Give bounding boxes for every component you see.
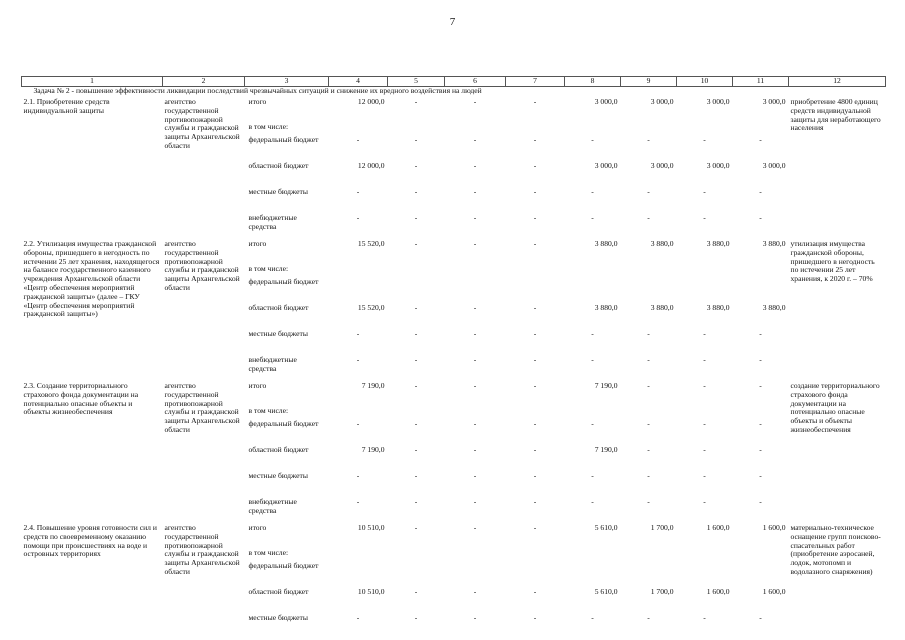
col-header: 11 <box>733 77 789 87</box>
value-cell: 5 610,0 <box>594 523 618 532</box>
value-cell: 3 880,0 <box>594 303 618 312</box>
value-cell <box>621 265 677 278</box>
value-cell: - <box>647 329 650 338</box>
value-cell <box>506 549 565 562</box>
value-cell: - <box>647 135 650 144</box>
value-cell: 1 600,0 <box>762 523 786 532</box>
page-number: 7 <box>449 16 456 28</box>
value-cell: - <box>591 355 594 364</box>
value-cell: - <box>703 471 706 480</box>
value-cell: 15 520,0 <box>357 239 385 248</box>
value-cell <box>506 278 565 304</box>
col-header: 6 <box>445 77 506 87</box>
funding-source-label: в том числе: <box>248 548 289 557</box>
value-cell: - <box>473 381 477 390</box>
value-cell <box>565 549 621 562</box>
value-cell: - <box>414 213 418 222</box>
table-row <box>22 524 886 549</box>
funding-source-label: областной бюджет <box>248 587 309 596</box>
value-cell: - <box>533 187 537 196</box>
value-cell <box>621 562 677 588</box>
value-cell: - <box>533 97 537 106</box>
value-cell: - <box>533 381 537 390</box>
value-cell: - <box>759 613 762 622</box>
col-header: 9 <box>621 77 677 87</box>
value-cell: - <box>533 355 537 364</box>
value-cell: - <box>533 213 537 222</box>
value-cell: 3 880,0 <box>706 239 730 248</box>
value-cell: - <box>647 419 650 428</box>
value-cell: 3 000,0 <box>650 161 674 170</box>
value-cell: - <box>414 97 418 106</box>
value-cell: - <box>533 329 537 338</box>
value-cell: - <box>473 303 477 312</box>
value-cell <box>445 549 506 562</box>
item-name: 2.1. Приобретение средств индивидуальной защиты <box>23 97 110 115</box>
header-row <box>22 77 886 87</box>
value-cell: - <box>414 445 418 454</box>
value-cell: 15 520,0 <box>357 303 385 312</box>
value-cell: - <box>703 329 706 338</box>
value-cell <box>388 265 445 278</box>
value-cell: - <box>591 419 594 428</box>
value-cell: - <box>473 471 477 480</box>
value-cell: - <box>414 239 418 248</box>
item-agency: агентство государственной противопожарной службы и гражданской защиты Архангельской области <box>164 239 240 292</box>
value-cell <box>565 265 621 278</box>
value-cell: - <box>759 497 762 506</box>
value-cell: - <box>356 329 360 338</box>
value-cell: - <box>591 187 594 196</box>
value-cell: - <box>356 419 360 428</box>
value-cell: 3 880,0 <box>762 239 786 248</box>
value-cell: - <box>703 419 706 428</box>
value-cell: - <box>703 187 706 196</box>
value-cell <box>677 562 733 588</box>
value-cell: 1 700,0 <box>650 523 674 532</box>
funding-source-label: областной бюджет <box>248 303 309 312</box>
value-cell: - <box>533 587 537 596</box>
value-cell: - <box>414 613 418 622</box>
value-cell: 7 190,0 <box>361 445 385 454</box>
value-cell: - <box>703 613 706 622</box>
value-cell: - <box>703 381 706 390</box>
value-cell <box>677 278 733 304</box>
funding-source-label: местные бюджеты <box>248 471 308 480</box>
value-cell: - <box>533 523 537 532</box>
value-cell: - <box>473 419 477 428</box>
value-cell: - <box>703 135 706 144</box>
value-cell: 7 190,0 <box>361 381 385 390</box>
value-cell <box>388 278 445 304</box>
value-cell <box>329 562 388 588</box>
value-cell: - <box>759 135 762 144</box>
value-cell: - <box>647 381 650 390</box>
value-cell: - <box>414 523 418 532</box>
funding-source-label: федеральный бюджет <box>248 277 319 286</box>
value-cell: - <box>591 135 594 144</box>
value-cell <box>677 265 733 278</box>
item-result: материально-техническое оснащение групп поисково-спасательных работ (приобретение аэросаней, лодок, мотопомп и водолазного снаряжения) <box>790 523 881 576</box>
value-cell: - <box>473 587 477 596</box>
funding-source-label: внебюджетные средства <box>248 355 297 373</box>
value-cell: - <box>356 497 360 506</box>
value-cell: - <box>533 613 537 622</box>
value-cell: - <box>759 213 762 222</box>
table-row <box>22 240 886 265</box>
col-header: 12 <box>789 77 886 87</box>
value-cell: - <box>759 445 762 454</box>
value-cell: - <box>473 187 477 196</box>
value-cell: - <box>533 419 537 428</box>
value-cell: - <box>473 445 477 454</box>
value-cell: - <box>533 161 537 170</box>
value-cell <box>733 562 789 588</box>
value-cell: - <box>703 355 706 364</box>
value-cell: - <box>647 213 650 222</box>
task-title: Задача № 2 - повышение эффективности ликвидации последствий чрезвычайных ситуаций и снижение их вредного воздействия на людей <box>22 87 886 99</box>
value-cell: - <box>647 187 650 196</box>
value-cell <box>329 278 388 304</box>
value-cell: - <box>591 213 594 222</box>
value-cell <box>445 278 506 304</box>
value-cell: - <box>356 187 360 196</box>
funding-source-label: федеральный бюджет <box>248 135 319 144</box>
value-cell: - <box>473 239 477 248</box>
value-cell: - <box>414 187 418 196</box>
funding-source-label: областной бюджет <box>248 445 309 454</box>
funding-source-label: внебюджетные средства <box>248 497 297 515</box>
value-cell: - <box>473 523 477 532</box>
value-cell: - <box>533 135 537 144</box>
funding-source-label: в том числе: <box>248 406 289 415</box>
value-cell: 7 190,0 <box>594 445 618 454</box>
value-cell: 10 510,0 <box>357 587 385 596</box>
value-cell: - <box>473 329 477 338</box>
value-cell: 3 000,0 <box>706 161 730 170</box>
table-row <box>22 98 886 123</box>
value-cell: 3 000,0 <box>650 97 674 106</box>
value-cell: - <box>414 303 418 312</box>
value-cell: - <box>356 613 360 622</box>
value-cell: - <box>703 445 706 454</box>
value-cell: - <box>356 471 360 480</box>
value-cell: 1 700,0 <box>650 587 674 596</box>
funding-source-label: итого <box>248 97 267 106</box>
value-cell: - <box>533 471 537 480</box>
value-cell: - <box>533 239 537 248</box>
program-table <box>21 76 886 640</box>
value-cell: - <box>414 497 418 506</box>
col-header: 1 <box>22 77 163 87</box>
value-cell: - <box>533 497 537 506</box>
value-cell: - <box>647 613 650 622</box>
item-name: 2.4. Повышение уровня готовности сил и средств по своевременному оказанию помощи при происшествиях на воде и островных территориях <box>23 523 157 559</box>
value-cell: - <box>591 471 594 480</box>
funding-source-label: итого <box>248 381 267 390</box>
value-cell: - <box>473 213 477 222</box>
value-cell: - <box>533 445 537 454</box>
col-header: 4 <box>329 77 388 87</box>
item-agency: агентство государственной противопожарной службы и гражданской защиты Архангельской области <box>164 523 240 576</box>
value-cell <box>329 549 388 562</box>
value-cell <box>733 265 789 278</box>
funding-source-label: внебюджетные средства <box>248 213 297 231</box>
funding-source-label: в том числе: <box>248 264 289 273</box>
value-cell: - <box>473 97 477 106</box>
value-cell: 3 880,0 <box>594 239 618 248</box>
value-cell: - <box>759 381 762 390</box>
value-cell: - <box>356 355 360 364</box>
funding-source-label: местные бюджеты <box>248 613 308 622</box>
value-cell: - <box>473 497 477 506</box>
value-cell: - <box>414 161 418 170</box>
value-cell <box>565 278 621 304</box>
value-cell <box>506 562 565 588</box>
item-name: 2.3. Создание территориального страхового фонда документации на потенциально опасные объекты и объекты жизнеобеспечения <box>23 381 139 417</box>
value-cell: - <box>414 471 418 480</box>
col-header: 3 <box>245 77 329 87</box>
value-cell: - <box>414 135 418 144</box>
value-cell: - <box>414 587 418 596</box>
item-agency: агентство государственной противопожарной службы и гражданской защиты Архангельской области <box>164 97 240 150</box>
funding-source-label: федеральный бюджет <box>248 561 319 570</box>
value-cell: 3 000,0 <box>594 97 618 106</box>
funding-source-label: областной бюджет <box>248 161 309 170</box>
value-cell <box>506 265 565 278</box>
value-cell: - <box>356 135 360 144</box>
value-cell: - <box>414 419 418 428</box>
col-header: 8 <box>565 77 621 87</box>
value-cell: 1 600,0 <box>706 523 730 532</box>
value-cell: 3 880,0 <box>650 303 674 312</box>
value-cell: - <box>591 613 594 622</box>
value-cell <box>445 265 506 278</box>
value-cell: - <box>759 355 762 364</box>
value-cell: - <box>533 303 537 312</box>
value-cell: - <box>759 187 762 196</box>
value-cell: - <box>414 355 418 364</box>
funding-source-label: местные бюджеты <box>248 329 308 338</box>
value-cell: - <box>473 161 477 170</box>
value-cell: - <box>473 135 477 144</box>
value-cell: - <box>759 419 762 428</box>
value-cell: - <box>759 329 762 338</box>
value-cell: 7 190,0 <box>594 381 618 390</box>
value-cell: 5 610,0 <box>594 587 618 596</box>
value-cell: 3 000,0 <box>594 161 618 170</box>
value-cell: - <box>647 471 650 480</box>
value-cell: - <box>591 497 594 506</box>
item-result: утилизация имущества гражданской обороны, пришедшего в негодность по истечении 25 лет хранения, к 2020 г. – 70% <box>790 239 875 284</box>
col-header: 10 <box>677 77 733 87</box>
value-cell <box>677 549 733 562</box>
value-cell: 3 880,0 <box>762 303 786 312</box>
item-result: создание территориального страхового фонда документации на потенциально опасные объекты и объекты жизнеобеспечения <box>790 381 880 434</box>
value-cell <box>565 562 621 588</box>
value-cell: 10 510,0 <box>357 523 385 532</box>
value-cell <box>733 278 789 304</box>
item-name: 2.2. Утилизация имущества гражданской обороны, пришедшего в негодность по истечении 25 лет хранения, находящегося на балансе государственного казенного учреждения Архангельской области «Центр обеспечения мероприятий гражданской защиты» (далее – ГКУ «Центр обеспечения мероприятий гражданской защиты») <box>23 239 160 319</box>
item-result: приобретение 4800 единиц средств индивидуальной защиты для неработающего населения <box>790 97 881 133</box>
funding-source-label: местные бюджеты <box>248 187 308 196</box>
value-cell: 1 600,0 <box>762 587 786 596</box>
value-cell: 3 880,0 <box>706 303 730 312</box>
funding-source-label: итого <box>248 239 267 248</box>
funding-source-label: федеральный бюджет <box>248 419 319 428</box>
value-cell <box>388 562 445 588</box>
value-cell <box>621 278 677 304</box>
value-cell: 12 000,0 <box>357 161 385 170</box>
value-cell: - <box>414 381 418 390</box>
value-cell: - <box>703 497 706 506</box>
value-cell: 3 880,0 <box>650 239 674 248</box>
col-header: 7 <box>506 77 565 87</box>
col-header: 2 <box>163 77 245 87</box>
value-cell <box>621 549 677 562</box>
value-cell: - <box>473 613 477 622</box>
value-cell: - <box>759 471 762 480</box>
value-cell: - <box>591 329 594 338</box>
value-cell <box>733 549 789 562</box>
value-cell: 3 000,0 <box>762 97 786 106</box>
value-cell: - <box>414 329 418 338</box>
value-cell: 3 000,0 <box>762 161 786 170</box>
value-cell <box>329 265 388 278</box>
funding-source-label: итого <box>248 523 267 532</box>
value-cell: - <box>647 497 650 506</box>
value-cell: 1 600,0 <box>706 587 730 596</box>
value-cell: - <box>647 445 650 454</box>
table-row <box>22 382 886 407</box>
value-cell: - <box>647 355 650 364</box>
value-cell: - <box>473 355 477 364</box>
task-title-row <box>22 87 886 99</box>
funding-source-label: в том числе: <box>248 122 289 131</box>
value-cell: 3 000,0 <box>706 97 730 106</box>
item-agency: агентство государственной противопожарной службы и гражданской защиты Архангельской области <box>164 381 240 434</box>
value-cell: - <box>356 213 360 222</box>
value-cell <box>445 562 506 588</box>
col-header: 5 <box>388 77 445 87</box>
value-cell <box>388 549 445 562</box>
value-cell: 12 000,0 <box>357 97 385 106</box>
value-cell: - <box>703 213 706 222</box>
